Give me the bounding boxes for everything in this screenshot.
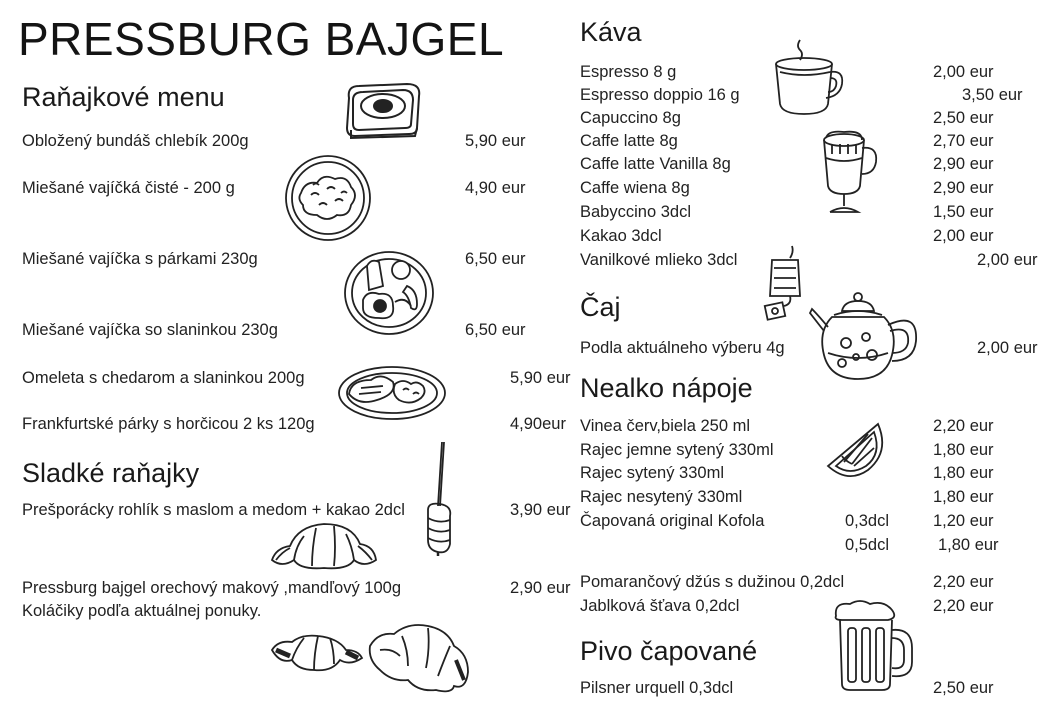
menu-item-price: 6,50 eur — [465, 321, 526, 339]
menu-item-price: 3,50 eur — [962, 86, 1023, 104]
menu-item-price: 2,20 eur — [933, 597, 994, 615]
toast-icon — [343, 80, 425, 140]
menu-item-name: Obložený bundáš chlebík 200g — [22, 132, 249, 150]
menu-item-name: Caffe latte Vanilla 8g — [580, 155, 731, 173]
breakfast-plate-icon — [343, 250, 435, 336]
menu-item-name: Miešané vajíčká čisté - 200 g — [22, 179, 235, 197]
menu-item-name: Prešporácky rohlík s maslom a medom + kakao 2dcl — [22, 501, 405, 519]
honey-dipper-icon — [420, 440, 456, 556]
menu-item-price: 3,90 eur — [510, 501, 571, 519]
latte-glass-icon — [818, 128, 882, 218]
menu-item-name: Miešané vajíčka so slaninkou 230g — [22, 321, 278, 339]
menu-item-price: 1,80 eur — [933, 464, 994, 482]
menu-item-name: Espresso doppio 16 g — [580, 86, 740, 104]
beer-mug-icon — [832, 598, 916, 694]
menu-item-price: 2,50 eur — [933, 679, 994, 697]
menu-item-price: 1,80 eur — [938, 536, 999, 554]
menu-item-name: Pomarančový džús s dužinou 0,2dcl — [580, 573, 845, 591]
menu-item-price: 6,50 eur — [465, 250, 526, 268]
menu-item-price: 1,20 eur — [933, 512, 994, 530]
menu-item-price: 4,90 eur — [465, 179, 526, 197]
omelette-plate-icon — [337, 364, 447, 422]
menu-item-name: Capuccino 8g — [580, 109, 681, 127]
menu-item-price: 2,70 eur — [933, 132, 994, 150]
coffee-heading: Káva — [580, 17, 642, 47]
menu-item-name: Frankfurtské párky s horčicou 2 ks 120g — [22, 415, 315, 433]
menu-item-price: 1,50 eur — [933, 203, 994, 221]
menu-item-price: 2,20 eur — [933, 417, 994, 435]
menu-item-price: 2,00 eur — [933, 63, 994, 81]
menu-item-name: Vinea červ,biela 250 ml — [580, 417, 750, 435]
soft-drinks-heading: Nealko nápoje — [580, 373, 753, 403]
menu-item-name: Pressburg bajgel orechový makový ,mandľový 100g — [22, 579, 402, 597]
tea-bag-icon — [762, 244, 806, 322]
menu-item-name: Čapovaná original Kofola — [580, 512, 765, 530]
menu-item-price: 2,00 eur — [977, 339, 1038, 357]
menu-item-size: 0,5dcl — [845, 536, 890, 554]
menu-item-price: 2,50 eur — [933, 109, 994, 127]
menu-item-price: 2,00 eur — [933, 227, 994, 245]
menu-item-name: Babyccino 3dcl — [580, 203, 691, 221]
menu-item-name: Pilsner urquell 0,3dcl — [580, 679, 734, 697]
menu-item-price: 2,90 eur — [933, 155, 994, 173]
menu-item-price: 2,90 eur — [933, 179, 994, 197]
menu-item-price: 1,80 eur — [933, 488, 994, 506]
menu-item-name: Rajec jemne sytený 330ml — [580, 441, 774, 459]
teapot-icon — [808, 291, 920, 383]
menu-item-name: Podla aktuálneho výberu 4g — [580, 339, 785, 357]
menu-item-name: Miešané vajíčka s párkami 230g — [22, 250, 258, 268]
menu-item-price: 4,90eur — [510, 415, 566, 433]
menu-item-name: Rajec nesytený 330ml — [580, 488, 743, 506]
brand-title: PRESSBURG BAJGEL — [18, 13, 505, 65]
menu-item-name: Kakao 3dcl — [580, 227, 662, 245]
lemon-slice-icon — [824, 420, 886, 478]
menu-item-name: Vanilkové mlieko 3dcl — [580, 251, 738, 269]
menu-item-price: 5,90 eur — [510, 369, 571, 387]
menu-item-name: Espresso 8 g — [580, 63, 677, 81]
menu-item-price: 2,00 eur — [977, 251, 1038, 269]
menu-item-name: Rajec sytený 330ml — [580, 464, 724, 482]
menu-item-price: 1,80 eur — [933, 441, 994, 459]
scrambled-eggs-plate-icon — [283, 153, 373, 243]
menu-item-name: Jablková šťava 0,2dcl — [580, 597, 740, 615]
menu-item-name: Caffe latte 8g — [580, 132, 678, 150]
breakfast-heading: Raňajkové menu — [22, 82, 225, 112]
sweet-heading: Sladké raňajky — [22, 458, 200, 488]
croissant-icon — [268, 520, 380, 572]
coffee-cup-icon — [772, 38, 846, 118]
menu-item-size: 0,3dcl — [845, 512, 890, 530]
menu-item-price: 2,20 eur — [933, 573, 994, 591]
menu-item-name: Caffe wiena 8g — [580, 179, 690, 197]
tea-heading: Čaj — [580, 292, 621, 322]
croissant-icon — [268, 620, 476, 696]
menu-item-name: Koláčiky podľa aktuálnej ponuky. — [22, 602, 262, 620]
menu-item-name: Omeleta s chedarom a slaninkou 200g — [22, 369, 305, 387]
menu-item-price: 2,90 eur — [510, 579, 571, 597]
menu-item-price: 5,90 eur — [465, 132, 526, 150]
beer-heading: Pivo čapované — [580, 636, 758, 666]
